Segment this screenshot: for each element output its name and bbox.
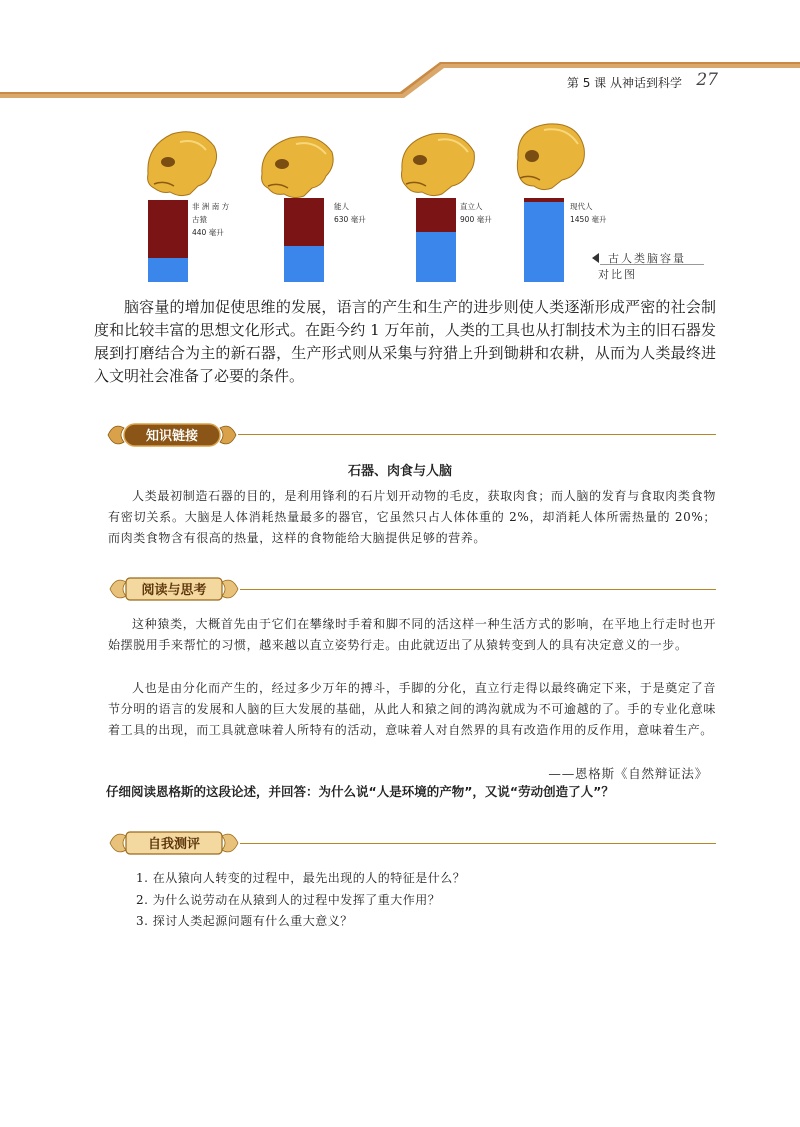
brain-capacity-figure	[0, 0, 800, 300]
list-item: 3. 探讨人类起源问题有什么重大意义？	[136, 914, 353, 928]
bar-blue-segment	[524, 202, 564, 282]
bar-red-segment	[284, 198, 324, 246]
skull-icon	[256, 126, 338, 202]
figure-caption: 古人类脑容量 对比图	[594, 248, 704, 280]
bar-label: 非 洲 南 方 古猿 440 毫升	[192, 202, 230, 237]
bar-blue-segment	[148, 258, 188, 282]
bar-blue-segment	[284, 246, 324, 282]
section-divider	[240, 843, 716, 844]
bar-label: 能人 630 毫升	[334, 202, 366, 224]
self-test-badge	[108, 828, 240, 858]
knowledge-link-text: 人类最初制造石器的目的，是利用锋利的石片划开动物的毛皮，获取肉食；而人脑的发育与食取肉类食物有密切关系。大脑是人体消耗热量最多的器官，它虽然只占人体体重的 2%，却消耗人体所需热量的 20%；而肉类食物含有很高的热量，这样的食物能给大脑提供足够的营养。	[108, 489, 716, 545]
read-think-question: 仔细阅读恩格斯的这段论述，并回答：为什么说“人是环境的产物”，又说“劳动创造了人”？	[106, 784, 614, 799]
bar-blue-segment	[416, 232, 456, 282]
quote-source: ——恩格斯《自然辩证法》	[548, 766, 708, 781]
knowledge-link-badge	[106, 420, 238, 450]
bar-label: 现代人 1450 毫升	[570, 202, 607, 224]
skull-icon	[140, 124, 222, 200]
section-divider	[240, 589, 716, 590]
bar-label: 直立人 900 毫升	[460, 202, 492, 224]
read-think-para-2: 人也是由分化而产生的，经过多少万年的搏斗，手脚的分化，直立行走得以最终确定下来，于是奠定了音节分明的语言的发展和人脑的巨大发展的基础，从此人和猿之间的鸿沟就成为不可逾越的了。手的专业化意味着工具的出现，而工具就意味着人所特有的活动，意味着人对自然界的具有改造作用的反作用，意味着生产。	[108, 681, 716, 737]
svg-text:自我测评: 自我测评	[147, 837, 201, 852]
read-think-badge	[108, 574, 240, 604]
bar-red-segment	[148, 200, 188, 258]
skull-icon	[396, 124, 478, 200]
page-number: 27	[696, 70, 718, 90]
list-item: 2. 为什么说劳动在从猿到人的过程中发挥了重大作用？	[136, 892, 441, 907]
skull-icon	[508, 118, 590, 194]
svg-text:阅读与思考: 阅读与思考	[141, 583, 207, 598]
svg-text:知识链接: 知识链接	[145, 429, 199, 444]
section-divider	[238, 434, 716, 435]
knowledge-link-title: 石器、肉食与人脑	[347, 464, 452, 479]
read-think-para-1: 这种猿类，大概首先由于它们在攀缘时手着和脚不同的活这样一种生活方式的影响，在平地上行走时也开始摆脱用手来帮忙的习惯，越来越以直立姿势行走。由此就迈出了从猿转变到人的具有决定意义的一步。	[108, 617, 716, 652]
lesson-title: 第 5 课 从神话到科学	[566, 76, 682, 90]
triangle-pointer-icon	[592, 253, 599, 263]
list-item: 1. 在从猿向人转变的过程中，最先出现的人的特征是什么？	[136, 871, 466, 885]
main-paragraph: 脑容量的增加促使思维的发展，语言的产生和生产的进步则使人类逐渐形成严密的社会制度和比较丰富的思想文化形式。在距今约 1 万年前，人类的工具也从打制技术为主的旧石器发展到打磨结合为主的新石器，生产形式则从采集与狩猎上升到锄耕和农耕，从而为人类最终进入文明社会准备了必要的条件。	[94, 298, 716, 385]
self-test-questions	[136, 868, 465, 933]
bar-red-segment	[416, 198, 456, 232]
